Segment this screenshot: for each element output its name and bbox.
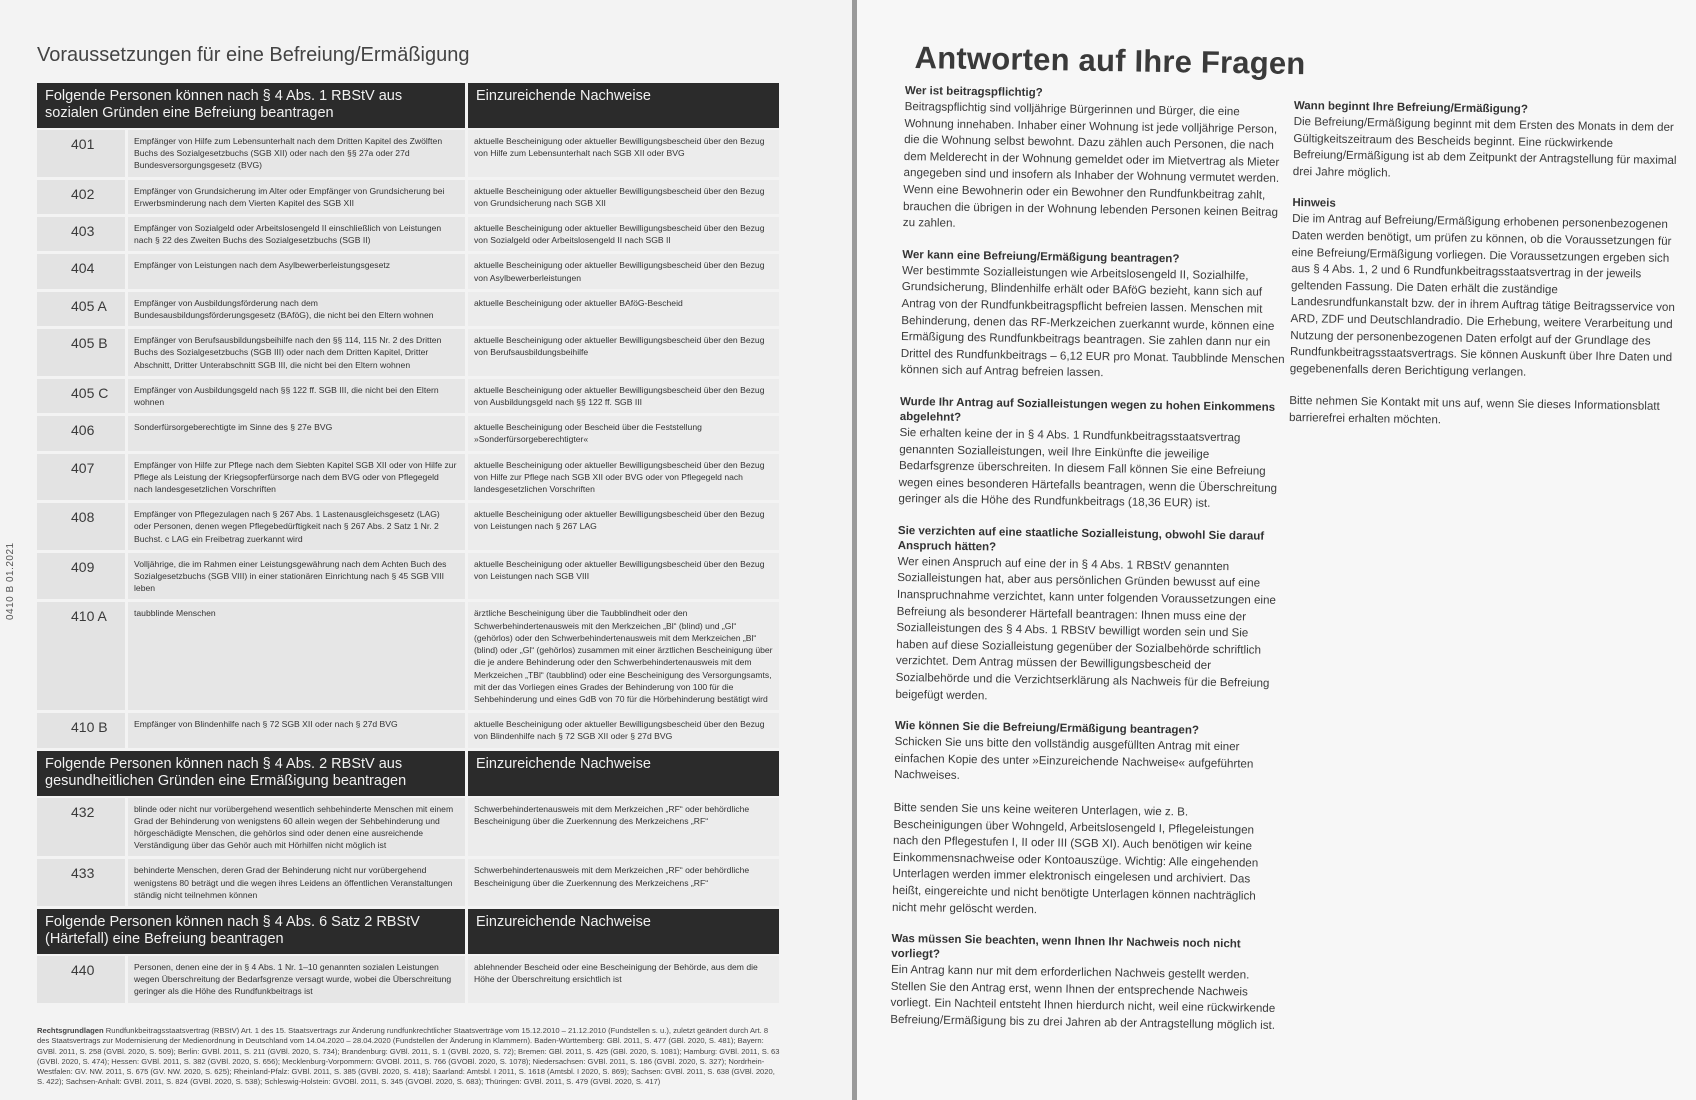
row-proof: aktuelle Bescheinigung oder aktueller Bewilligungsbescheid über den Bezug von Ausbildungsgeld nach §§ 122 ff. SGB III [468, 379, 779, 413]
proof-column-header: Einzureichende Nachweise [468, 909, 779, 954]
faq-item [890, 932, 1276, 1034]
faq-question: Was müssen Sie beachten, wenn Ihnen Ihr Nachweis noch nicht vorliegt? [891, 933, 1241, 961]
table-row [37, 130, 779, 177]
page-title: Voraussetzungen für eine Befreiung/Ermäßigung [37, 44, 470, 66]
faq-answer: Wer einen Anspruch auf eine der in § 4 Abs. 1 RBStV genannten Sozialleistungen hat, aber aus persönlichen Gründen bewusst auf eine Inanspruchnahme verzichtet, kann unter folgenden Voraussetzungen eine Befreiung als besonderer Härtefall beantragen: Ihnen muss eine der Sozialleistungen des § 4 Abs. 1 RBStV bewilligt worden sein und Sie haben auf diese Sozialleistung gegenüber der Sozialbehörde schriftlich verzichtet. Dem Antrag müssen der Bewilligungsbescheid der Sozialbehörde und die Verzichtserklärung als Nachweis für die Befreiung beigefügt werden. [895, 554, 1277, 702]
row-proof: aktuelle Bescheinigung oder aktueller BAföG-Bescheid [468, 292, 779, 326]
row-description: Sonderfürsorgeberechtigte im Sinne des § 27e BVG [128, 416, 465, 450]
right-page [857, 0, 1696, 1100]
row-proof: aktuelle Bescheinigung oder aktueller Bewilligungsbescheid über den Bezug von Hilfe zum Lebensunterhalt nach SGB XII oder BVG [468, 130, 779, 177]
row-code: 432 [37, 798, 125, 857]
table-row [37, 602, 779, 710]
table-row [37, 292, 779, 326]
faq-item [1293, 99, 1679, 186]
row-proof: ablehnender Bescheid oder eine Bescheinigung der Behörde, aus dem die Höhe der Überschreitung ersichtlich ist [468, 956, 779, 1003]
row-code: 433 [37, 859, 125, 906]
table-row [37, 254, 779, 288]
table-row [37, 379, 779, 413]
row-description: blinde oder nicht nur vorübergehend wesentlich sehbehinderte Menschen mit einem Grad der Behinderung von wenigstens 60 allein wegen der Sehbehinderung und hörgeschädigte Menschen, die gehörlos sind oder denen eine ausreichende Verständigung über das Gehör auch mit Hörhilfen nicht möglich ist [128, 798, 465, 857]
proof-column-header: Einzureichende Nachweise [468, 83, 779, 128]
table-row [37, 329, 779, 376]
faq-answer: Wer bestimmte Sozialleistungen wie Arbeitslosengeld II, Sozialhilfe, Grundsicherung, Blindenhilfe erhält oder BAföG bezieht, kann sich auf Antrag von der Rundfunkbeitragspflicht befreien lassen. Menschen mit Behinderung, denen das RF-Merkzeichen zuerkannt wurde, können eine Ermäßigung des Rundfunkbeitrags beantragen. Sie zahlen dann nur ein Drittel des Rundfunkbeitrags – 6,12 EUR pro Monat. Taubblinde Menschen können sich auf Antrag befreien lassen. [900, 263, 1285, 380]
row-proof: aktuelle Bescheinigung oder aktueller Bewilligungsbescheid über den Bezug von Grundsicherung nach SGB XII [468, 180, 779, 214]
table-row [37, 180, 779, 214]
faq-question: Sie verzichten auf eine staatliche Sozialleistung, obwohl Sie darauf Anspruch hätten? [897, 524, 1265, 554]
faq-column-left [890, 84, 1290, 1050]
row-code: 410 B [37, 713, 125, 747]
table-row [37, 416, 779, 450]
row-code: 440 [37, 956, 125, 1003]
legal-heading: Rechtsgrundlagen [37, 1026, 104, 1035]
faq-answer: Beitragspflichtig sind volljährige Bürgerinnen und Bürger, die eine Wohnung innehaben. Inhaber einer Wohnung ist jede volljährige Person, die die Wohnung selbst bewohnt. Dazu zählen auch Personen, die nach dem Melderecht in der Wohnung gemeldet oder im Mietvertrag als Mieter angegeben sind und insofern als Inhaber der Wohnung vermutet werden. Wenn eine Bewohnerin oder ein Bewohner den Rundfunkbeitrag zahlt, brauchen die übrigen in der Wohnung lebenden Personen keinen Beitrag zu zahlen. [902, 99, 1280, 230]
faq-question: Wer kann eine Befreiung/Ermäßigung beantragen? [902, 248, 1180, 266]
table-row [37, 956, 779, 1003]
row-proof: aktuelle Bescheinigung oder aktueller Bewilligungsbescheid über den Bezug von Sozialgeld oder Arbeitslosengeld II nach SGB II [468, 217, 779, 251]
faq-answer: Die im Antrag auf Befreiung/Ermäßigung erhobenen personenbezogenen Daten werden benötigt, um prüfen zu können, ob die Voraussetzungen für eine Befreiung/Ermäßigung vorliegen. Die Voraussetzungen ergeben sich aus § 4 Abs. 1, 2 und 6 Rundfunkbeitragsstaatsvertrag in der jeweils geltenden Fassung. Die Daten erhält die zuständige Landesrundfunkanstalt bzw. der in ihrem Auftrag tätige Beitragsservice von ARD, ZDF und Deutschlandradio. Die Erhebung, weitere Verarbeitung und Nutzung der personenbezogenen Daten erfolgt auf der Grundlage des Rundfunkbeitragsstaatsvertrags. Sie können Auskunft über Ihre Daten und gegebenenfalls deren Berichtigung verlangen. [1289, 212, 1675, 379]
table-row [37, 454, 779, 501]
faq-answer: Die Befreiung/Ermäßigung beginnt mit dem Ersten des Monats in dem der Gültigkeitszeitraum des Bescheids beginnt. Eine rückwirkende Befreiung/Ermäßigung ist ab dem Zeitpunkt der Antragstellung für maximal drei Jahre möglich. [1292, 114, 1677, 180]
row-description: Empfänger von Blindenhilfe nach § 72 SGB XII oder nach § 27d BVG [128, 713, 465, 747]
requirements-table [37, 83, 779, 1006]
faq-question: Hinweis [1292, 197, 1336, 211]
row-proof: aktuelle Bescheinigung oder Bescheid über die Feststellung »Sonderfürsorgeberechtigter« [468, 416, 779, 450]
row-code: 403 [37, 217, 125, 251]
row-proof: aktuelle Bescheinigung oder aktueller Bewilligungsbescheid über den Bezug von Blindenhilfe nach § 72 SGB XII oder § 27d BVG [468, 713, 779, 747]
row-description: Empfänger von Sozialgeld oder Arbeitslosengeld II einschließlich von Leistungen nach § 22 des Zweiten Buchs des Sozialgesetzbuchs (SGB II) [128, 217, 465, 251]
faq-title: Antworten auf Ihre Fragen [914, 40, 1306, 82]
legal-text: Rundfunkbeitragsstaatsvertrag (RBStV) Art. 1 des 15. Staatsvertrags zur Änderung rundfunkrechtlicher Staatsverträge vom 15.12.2010 – 21.12.2010 (Fundstellen s. u.), zuletzt geändert durch Art. 8 des Staatsvertrags zur Modernisierung der Medienordnung in Deutschland vom 14.04.2020 – 28.04.2020 (Fundstellen der Änderung in Klammern). Baden-Württemberg: GBl. 2011, S. 477 (GBl. 2020, S. 481); Bayern: GVBl. 2011, S. 258 (GVBl. 2020, S. 509); Berlin: GVBl. 2011, S. 211 (GVBl. 2020, S. 734); Brandenburg: GVBl. 2011, S. 1 (GVBl. 2020, S. 72); Bremen: GBl. 2011, S. 425 (GBl. 2020, S. 1081); Hamburg: GVBl. 2011, S. 63 (GVBl. 2020, S. 474); Hessen: GVBl. 2011, S. 382 (GVBl. 2020, S. 656); Mecklenburg-Vorpommern: GVOBl. 2011, S. 766 (GVOBl. 2020, S. 1078); Niedersachsen: GVBl. 2011, S. 186 (GVBl. 2020, S. 327); Nordrhein-Westfalen: GV. NW. 2011, S. 675 (GV. NW. 2020, S. 625); Rheinland-Pfalz: GVBl. 2011, S. 385 (GVBl. 2020, S. 418); Saarland: Amtsbl. I 2011, S. 1618 (Amtsbl. I 2020, S. 869); Sachsen: GVBl. 2011, S. 638 (GVBl. 2020, S. 422); Sachsen-Anhalt: GVBl. 2011, S. 824 (GVBl. 2020, S. 538); Schleswig-Holstein: GVOBl. 2011, S. 345 (GVOBl. 2020, S. 683); Thüringen: GVBl. 2011, S. 479 (GVBl. 2020, S. 417) [37, 1026, 780, 1087]
form-code: 0410 B 01.2021 [5, 542, 16, 620]
row-proof: aktuelle Bescheinigung oder aktueller Bewilligungsbescheid über den Bezug von Leistungen nach SGB VIII [468, 553, 779, 600]
section-title: Folgende Personen können nach § 4 Abs. 1 RBStV aus sozialen Gründen eine Befreiung beantragen [37, 83, 465, 128]
table-row [37, 859, 779, 906]
faq-question: Wurde Ihr Antrag auf Sozialleistungen wegen zu hohen Einkommens abgelehnt? [899, 395, 1276, 424]
row-description: Empfänger von Grundsicherung im Alter oder Empfänger von Grundsicherung bei Erwerbsminderung nach dem Vierten Kapitel des SGB XII [128, 180, 465, 214]
section-header [37, 909, 779, 954]
section-header [37, 83, 779, 128]
row-description: behinderte Menschen, deren Grad der Behinderung nicht nur vorübergehend wenigstens 80 beträgt und die wegen ihres Leidens an öffentlichen Veranstaltungen ständig nicht teilnehmen können [128, 859, 465, 906]
row-description: taubblinde Menschen [128, 602, 465, 710]
legal-basis [37, 1026, 782, 1088]
row-code: 405 A [37, 292, 125, 326]
row-proof: Schwerbehindertenausweis mit dem Merkzeichen „RF“ oder behördliche Bescheinigung über die Zuerkennung des Merkzeichens „RF“ [468, 798, 779, 857]
row-code: 408 [37, 503, 125, 550]
faq-item [892, 719, 1280, 922]
row-description: Personen, denen eine der in § 4 Abs. 1 Nr. 1–10 genannten sozialen Leistungen wegen Überschreitung der Bedarfsgrenze versagt wurde, wobei die Überschreitung geringer als die Höhe des Rundfunkbeitrags ist [128, 956, 465, 1003]
row-proof: Schwerbehindertenausweis mit dem Merkzeichen „RF“ oder behördliche Bescheinigung über die Zuerkennung des Merkzeichens „RF“ [468, 859, 779, 906]
row-code: 405 C [37, 379, 125, 413]
row-description: Empfänger von Leistungen nach dem Asylbewerberleistungsgesetz [128, 254, 465, 288]
row-proof: aktuelle Bescheinigung oder aktueller Bewilligungsbescheid über den Bezug von Asylbewerberleistungen [468, 254, 779, 288]
faq-item [903, 84, 1290, 238]
faq-answer: Bitte senden Sie uns keine weiteren Unterlagen, wie z. B. Bescheinigungen über Wohngeld, Arbeitslosengeld I, Pflegeleistungen nach den Pflegestufen I, II oder III (SGB XI). Auch benötigen wir keine Einkommensnachweise oder Kontoauszüge. Wichtig: Alle eingehenden Unterlagen werden immer elektronisch eingelesen und archiviert. Das heißt, eingereichte und nicht benötigte Unterlagen können nachträglich nicht mehr gelöscht werden. [891, 800, 1259, 916]
row-code: 406 [37, 416, 125, 450]
row-proof: ärztliche Bescheinigung über die Taubblindheit oder den Schwerbehindertenausweis mit den Merkzeichen „Bl“ (blind) und „Gl“ (gehörlos) oder den Schwerbehindertenausweis mit dem Merkzeichen „Bl“ (blind) oder „Gl“ (gehörlos) zusammen mit einer ärztlichen Bescheinigung über die je andere Behinderung oder den Schwerbehindertenausweis mit dem Merkzeichen „TBl“ (taubblind) oder eine Bescheinigung des Versorgungsamts, mit der das Vorliegen eines Grades der Behinderung von 100 für die Sehbehinderung und eines GdB von 70 für die Hörbehinderung bestätigt wird [468, 602, 779, 710]
faq-question: Wer ist beitragspflichtig? [904, 84, 1043, 100]
table-row [37, 503, 779, 550]
faq-answer: Sie erhalten keine der in § 4 Abs. 1 Rundfunkbeitragsstaatsvertrag genannten Sozialleistungen, weil Ihre Einkünfte die jeweilige Bedarfsgrenze überschreiten. In diesem Fall können Sie eine Befreiung wegen eines besonderen Härtefalls beantragen, wenn die Überschreitung geringer als die Höhe des Rundfunkbeitrags (18,36 EUR) ist. [898, 425, 1278, 511]
faq-answer: Ein Antrag kann nur mit dem erforderlichen Nachweis gestellt werden. Stellen Sie den Antrag erst, wenn Ihnen der entsprechende Nachweis vorliegt. Ein Nachteil entsteht Ihnen hierdurch nicht, weil eine rückwirkende Befreiung/Ermäßigung bis zu drei Jahren ab der Antragstellung möglich ist. [890, 963, 1276, 1032]
row-proof: aktuelle Bescheinigung oder aktueller Bewilligungsbescheid über den Bezug von Leistungen nach § 267 LAG [468, 503, 779, 550]
row-description: Empfänger von Hilfe zum Lebensunterhalt nach dem Dritten Kapitel des Zwölften Buchs des Sozialgesetzbuchs (SGB XII) oder nach den §§ 27a oder 27d Bundesversorgungsgesetz (BVG) [128, 130, 465, 177]
table-row [37, 553, 779, 600]
row-description: Volljährige, die im Rahmen einer Leistungsgewährung nach dem Achten Buch des Sozialgesetzbuchs (SGB VIII) in einer stationären Einrichtung nach § 45 SGB VIII leben [128, 553, 465, 600]
row-description: Empfänger von Pflegezulagen nach § 267 Abs. 1 Lastenausgleichsgesetz (LAG) oder Personen, denen wegen Pflegebedürftigkeit nach § 267 Abs. 2 Satz 1 Nr. 2 Buchst. c LAG ein Freibetrag zuerkannt wird [128, 503, 465, 550]
row-code: 407 [37, 454, 125, 501]
row-code: 401 [37, 130, 125, 177]
faq-item [900, 248, 1287, 385]
row-description: Empfänger von Ausbildungsförderung nach dem Bundesausbildungsförderungsgesetz (BAföG), die nicht bei den Eltern wohnen [128, 292, 465, 326]
faq-answer: Bitte nehmen Sie Kontakt mit uns auf, wenn Sie dieses Informationsblatt barrierefrei erhalten möchten. [1288, 394, 1660, 427]
row-code: 409 [37, 553, 125, 600]
faq-item [1289, 393, 1674, 432]
faq-item [1290, 196, 1678, 383]
faq-column-right [1289, 99, 1679, 449]
row-description: Empfänger von Berufsausbildungsbeihilfe nach den §§ 114, 115 Nr. 2 des Dritten Buchs des Sozialgesetzbuchs (SGB III) oder nach dem Dritten Kapitel, Dritter Abschnitt, Dritter Unterabschnitt SGB III, die nicht bei den Eltern wohnen [128, 329, 465, 376]
section-title: Folgende Personen können nach § 4 Abs. 6 Satz 2 RBStV (Härtefall) eine Befreiung beantragen [37, 909, 465, 954]
faq-answer: Schicken Sie uns bitte den vollständig ausgefüllten Antrag mit einer einfachen Kopie des unter »Einzureichende Nachweise« aufgeführten Nachweises. [894, 735, 1254, 783]
section-title: Folgende Personen können nach § 4 Abs. 2 RBStV aus gesundheitlichen Gründen eine Ermäßigung beantragen [37, 751, 465, 796]
row-proof: aktuelle Bescheinigung oder aktueller Bewilligungsbescheid über den Bezug von Hilfe zur Pflege nach SGB XII oder BVG oder von Pflegegeld nach landesgesetzlichen Vorschriften [468, 454, 779, 501]
faq-question: Wann beginnt Ihre Befreiung/Ermäßigung? [1293, 99, 1529, 116]
row-code: 410 A [37, 602, 125, 710]
row-description: Empfänger von Ausbildungsgeld nach §§ 122 ff. SGB III, die nicht bei den Eltern wohnen [128, 379, 465, 413]
faq-item [895, 524, 1283, 709]
faq-item [898, 395, 1285, 514]
faq-question: Wie können Sie die Befreiung/Ermäßigung beantragen? [894, 720, 1200, 737]
section-header [37, 751, 779, 796]
proof-column-header: Einzureichende Nachweise [468, 751, 779, 796]
row-proof: aktuelle Bescheinigung oder aktueller Bewilligungsbescheid über den Bezug von Berufsausbildungsbeihilfe [468, 329, 779, 376]
table-row [37, 798, 779, 857]
row-code: 402 [37, 180, 125, 214]
row-description: Empfänger von Hilfe zur Pflege nach dem Siebten Kapitel SGB XII oder von Hilfe zur Pflege als Leistung der Kriegsopferfürsorge nach dem BVG oder von Pflegegeld nach landesgesetzlichen Vorschriften [128, 454, 465, 501]
row-code: 404 [37, 254, 125, 288]
table-row [37, 217, 779, 251]
row-code: 405 B [37, 329, 125, 376]
table-row [37, 713, 779, 747]
